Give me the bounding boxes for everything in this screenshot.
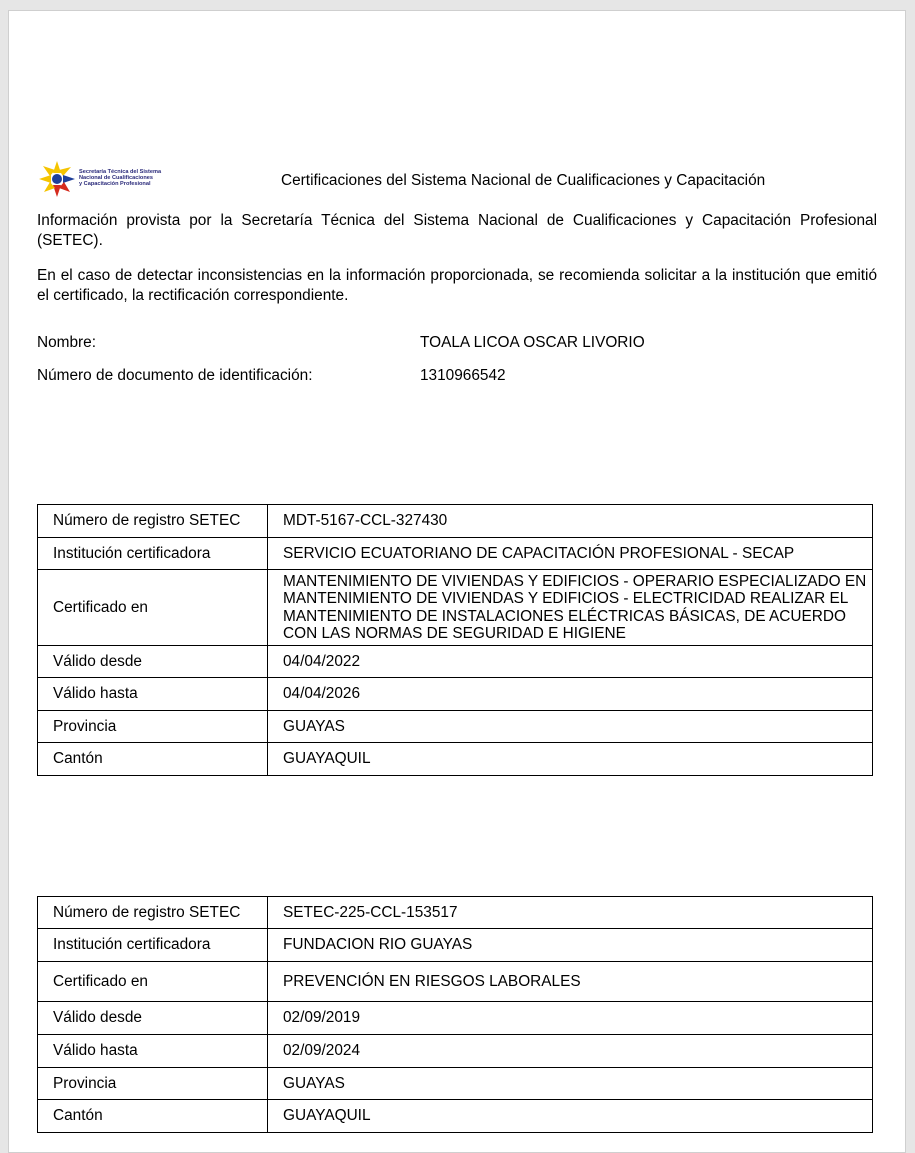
id-value: 1310966542 [420, 367, 506, 384]
table-row [38, 1100, 873, 1133]
hasta-label: Válido hasta [38, 1035, 268, 1068]
certificado-label: Certificado en [38, 962, 268, 1002]
table-row [38, 570, 873, 646]
intro-paragraph-2: En el caso de detectar inconsistencias en la información proporcionada, se recomienda solicitar a la institución que emitió el certificado, la rectificación correspondiente. [37, 267, 877, 304]
logo-line-3: y Capacitación Profesional [79, 181, 151, 187]
table-row [38, 646, 873, 678]
page-title: Certificaciones del Sistema Nacional de Cualificaciones y Capacitación [281, 172, 766, 189]
table-row [38, 678, 873, 711]
canton-value: GUAYAQUIL [268, 1100, 873, 1133]
provincia-label: Provincia [38, 1068, 268, 1100]
table-row [38, 929, 873, 962]
canton-value: GUAYAQUIL [268, 743, 873, 776]
institucion-label: Institución certificadora [38, 929, 268, 962]
desde-label: Válido desde [38, 1002, 268, 1035]
table-row [38, 743, 873, 776]
setec-logo-icon [37, 159, 77, 199]
canton-label: Cantón [38, 1100, 268, 1133]
document-page [8, 10, 906, 1153]
table-row [38, 711, 873, 743]
table-row [38, 962, 873, 1002]
certificate-table-2 [37, 896, 873, 1133]
desde-label: Válido desde [38, 646, 268, 678]
table-row [38, 505, 873, 538]
logo-line-1: Secretaría Técnica del Sistema [79, 169, 162, 175]
registro-label: Número de registro SETEC [38, 505, 268, 538]
registro-label: Número de registro SETEC [38, 897, 268, 929]
certificado-label: Certificado en [38, 570, 268, 646]
table-row [38, 1002, 873, 1035]
institucion-value: FUNDACION RIO GUAYAS [268, 929, 873, 962]
desde-value: 02/09/2019 [268, 1002, 873, 1035]
provincia-value: GUAYAS [268, 711, 873, 743]
logo-line-2: Nacional de Cualificaciones [79, 175, 153, 181]
logo-text [79, 169, 161, 187]
certificate-table-1 [37, 504, 873, 776]
provincia-value: GUAYAS [268, 1068, 873, 1100]
table-row [38, 538, 873, 570]
intro-paragraph-1: Información provista por la Secretaría Técnica del Sistema Nacional de Cualificaciones y Capacitación Profesional (SETEC). [37, 212, 877, 249]
certificado-value: MANTENIMIENTO DE VIVIENDAS Y EDIFICIOS - OPERARIO ESPECIALIZADO EN MANTENIMIENTO DE VIVIENDAS Y EDIFICIOS - ELECTRICIDAD REALIZAR EL MANTENIMIENTO DE INSTALACIONES ELÉCTRICAS BÁSICAS, DE ACUERDO CON LAS NORMAS DE SEGURIDAD E HIGIENE [268, 570, 873, 646]
registro-value: SETEC-225-CCL-153517 [268, 897, 873, 929]
institucion-label: Institución certificadora [38, 538, 268, 570]
setec-logo [37, 159, 172, 199]
hasta-value: 02/09/2024 [268, 1035, 873, 1068]
hasta-value: 04/04/2026 [268, 678, 873, 711]
canton-label: Cantón [38, 743, 268, 776]
desde-value: 04/04/2022 [268, 646, 873, 678]
name-label: Nombre: [37, 334, 97, 351]
registro-value: MDT-5167-CCL-327430 [268, 505, 873, 538]
table-row [38, 897, 873, 929]
document-header [37, 159, 877, 199]
provincia-label: Provincia [38, 711, 268, 743]
certificado-value: PREVENCIÓN EN RIESGOS LABORALES [268, 962, 873, 1002]
name-value: TOALA LICOA OSCAR LIVORIO [420, 334, 645, 351]
table-row [38, 1035, 873, 1068]
hasta-label: Válido hasta [38, 678, 268, 711]
institucion-value: SERVICIO ECUATORIANO DE CAPACITACIÓN PROFESIONAL - SECAP [268, 538, 873, 570]
table-row [38, 1068, 873, 1100]
id-label: Número de documento de identificación: [37, 367, 313, 384]
